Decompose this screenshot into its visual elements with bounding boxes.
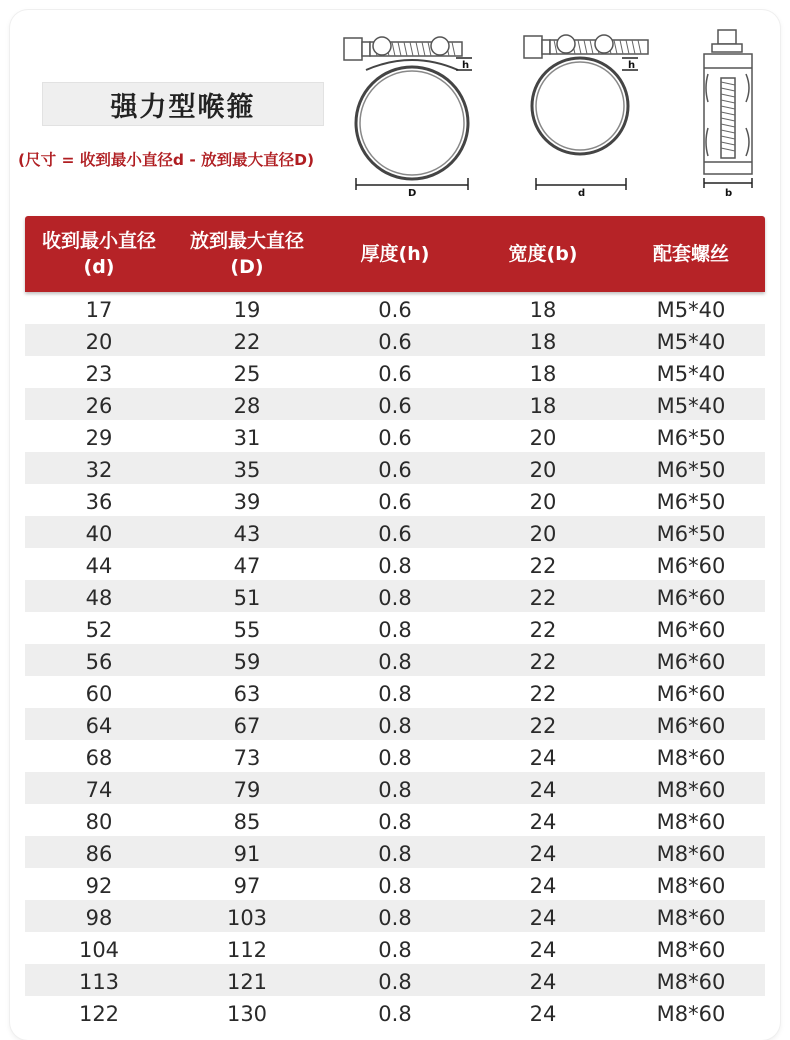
cell-width: 24 [529, 905, 557, 930]
header-thickness: 厚度(h) [360, 243, 430, 265]
cell-screw: M6*60 [656, 617, 726, 642]
cell-width: 22 [529, 585, 557, 610]
cell-max-diameter: 85 [233, 809, 261, 834]
cell-width: 24 [529, 1001, 557, 1026]
cell-min-diameter: 36 [85, 489, 113, 514]
cell-thickness: 0.8 [378, 809, 412, 834]
cell-screw: M5*40 [656, 393, 726, 418]
cell-width: 24 [529, 745, 557, 770]
header-screw: 配套螺丝 [652, 243, 729, 265]
table-row [25, 804, 765, 836]
table-row [25, 580, 765, 612]
table-row [25, 516, 765, 548]
cell-min-diameter: 40 [85, 521, 113, 546]
table-row [25, 772, 765, 804]
cell-width: 22 [529, 617, 557, 642]
cell-screw: M6*50 [656, 457, 726, 482]
table-row [25, 996, 765, 1028]
cell-max-diameter: 55 [233, 617, 261, 642]
cell-max-diameter: 121 [226, 969, 268, 994]
cell-min-diameter: 17 [85, 297, 113, 322]
table-body [25, 292, 765, 1028]
cell-width: 22 [529, 713, 557, 738]
spec-table [25, 216, 765, 1028]
cell-screw: M6*60 [656, 553, 726, 578]
cell-screw: M6*50 [656, 489, 726, 514]
cell-width: 22 [529, 649, 557, 674]
cell-width: 24 [529, 873, 557, 898]
cell-width: 24 [529, 969, 557, 994]
cell-thickness: 0.8 [378, 585, 412, 610]
cell-min-diameter: 48 [85, 585, 113, 610]
table-row [25, 932, 765, 964]
cell-width: 18 [529, 329, 557, 354]
table-row [25, 324, 765, 356]
table-row [25, 740, 765, 772]
cell-width: 20 [529, 489, 557, 514]
cell-screw: M6*60 [656, 681, 726, 706]
header-min-diameter: 收到最小直径 (d) [41, 230, 156, 278]
header-max-diameter: 放到最大直径 (D) [189, 230, 304, 278]
cell-min-diameter: 60 [85, 681, 113, 706]
cell-max-diameter: 67 [233, 713, 261, 738]
clamp-diagram-min [514, 28, 654, 200]
dim-b-label: b [725, 188, 733, 199]
cell-width: 22 [529, 553, 557, 578]
cell-max-diameter: 22 [233, 329, 261, 354]
cell-max-diameter: 79 [233, 777, 261, 802]
cell-width: 24 [529, 777, 557, 802]
cell-width: 20 [529, 457, 557, 482]
cell-max-diameter: 28 [233, 393, 261, 418]
cell-thickness: 0.8 [378, 1001, 412, 1026]
cell-min-diameter: 32 [85, 457, 113, 482]
cell-max-diameter: 39 [233, 489, 261, 514]
cell-width: 22 [529, 681, 557, 706]
cell-thickness: 0.8 [378, 873, 412, 898]
table-row [25, 388, 765, 420]
cell-max-diameter: 51 [233, 585, 261, 610]
cell-screw: M6*50 [656, 425, 726, 450]
dim-h-label: h [462, 60, 470, 71]
cell-screw: M5*40 [656, 329, 726, 354]
cell-max-diameter: 112 [226, 937, 268, 962]
table-row [25, 292, 765, 324]
cell-min-diameter: 80 [85, 809, 113, 834]
cell-thickness: 0.8 [378, 617, 412, 642]
table-row [25, 708, 765, 740]
clamp-diagram-side [700, 28, 764, 200]
cell-thickness: 0.6 [378, 329, 412, 354]
cell-thickness: 0.6 [378, 521, 412, 546]
dim-h2-label: h [628, 60, 636, 71]
cell-min-diameter: 52 [85, 617, 113, 642]
size-note: (尺寸 = 收到最小直径d - 放到最大直径D) [18, 151, 315, 169]
cell-min-diameter: 86 [85, 841, 113, 866]
cell-thickness: 0.8 [378, 553, 412, 578]
cell-screw: M6*50 [656, 521, 726, 546]
cell-max-diameter: 25 [233, 361, 261, 386]
clamp-diagram-max [340, 28, 480, 200]
cell-thickness: 0.8 [378, 937, 412, 962]
cell-max-diameter: 63 [233, 681, 261, 706]
cell-min-diameter: 113 [78, 969, 120, 994]
cell-screw: M8*60 [656, 745, 726, 770]
cell-screw: M8*60 [656, 969, 726, 994]
cell-max-diameter: 19 [233, 297, 261, 322]
table-row [25, 836, 765, 868]
table-row [25, 868, 765, 900]
cell-thickness: 0.8 [378, 681, 412, 706]
cell-thickness: 0.8 [378, 745, 412, 770]
cell-screw: M8*60 [656, 809, 726, 834]
cell-screw: M8*60 [656, 1001, 726, 1026]
cell-screw: M8*60 [656, 873, 726, 898]
cell-min-diameter: 98 [85, 905, 113, 930]
cell-min-diameter: 23 [85, 361, 113, 386]
cell-screw: M6*60 [656, 713, 726, 738]
cell-thickness: 0.8 [378, 713, 412, 738]
cell-max-diameter: 43 [233, 521, 261, 546]
cell-min-diameter: 122 [78, 1001, 120, 1026]
cell-min-diameter: 68 [85, 745, 113, 770]
cell-thickness: 0.8 [378, 969, 412, 994]
cell-width: 18 [529, 361, 557, 386]
cell-thickness: 0.6 [378, 425, 412, 450]
cell-max-diameter: 31 [233, 425, 261, 450]
cell-screw: M8*60 [656, 905, 726, 930]
table-row [25, 900, 765, 932]
cell-min-diameter: 56 [85, 649, 113, 674]
cell-screw: M8*60 [656, 841, 726, 866]
cell-width: 20 [529, 425, 557, 450]
table-row [25, 356, 765, 388]
table-row [25, 548, 765, 580]
table-header [25, 216, 765, 292]
header-width: 宽度(b) [508, 243, 578, 265]
cell-thickness: 0.6 [378, 393, 412, 418]
cell-min-diameter: 29 [85, 425, 113, 450]
cell-min-diameter: 74 [85, 777, 113, 802]
cell-thickness: 0.6 [378, 489, 412, 514]
table-row [25, 612, 765, 644]
cell-max-diameter: 130 [226, 1001, 268, 1026]
cell-thickness: 0.8 [378, 777, 412, 802]
cell-thickness: 0.8 [378, 905, 412, 930]
cell-screw: M5*40 [656, 361, 726, 386]
cell-screw: M8*60 [656, 937, 726, 962]
cell-width: 20 [529, 521, 557, 546]
cell-screw: M8*60 [656, 777, 726, 802]
product-title: 强力型喉箍 [42, 82, 324, 126]
cell-screw: M6*60 [656, 585, 726, 610]
dim-d-label: d [578, 188, 586, 199]
table-row [25, 964, 765, 996]
cell-max-diameter: 47 [233, 553, 261, 578]
cell-width: 18 [529, 297, 557, 322]
cell-min-diameter: 26 [85, 393, 113, 418]
cell-min-diameter: 44 [85, 553, 113, 578]
cell-thickness: 0.8 [378, 649, 412, 674]
cell-min-diameter: 64 [85, 713, 113, 738]
cell-thickness: 0.6 [378, 297, 412, 322]
cell-min-diameter: 104 [78, 937, 120, 962]
cell-width: 24 [529, 937, 557, 962]
cell-max-diameter: 103 [226, 905, 268, 930]
cell-min-diameter: 20 [85, 329, 113, 354]
cell-max-diameter: 73 [233, 745, 261, 770]
cell-width: 24 [529, 809, 557, 834]
cell-thickness: 0.6 [378, 361, 412, 386]
dim-D-label: D [408, 188, 417, 199]
cell-max-diameter: 97 [233, 873, 261, 898]
table-row [25, 644, 765, 676]
cell-max-diameter: 59 [233, 649, 261, 674]
cell-screw: M6*60 [656, 649, 726, 674]
cell-min-diameter: 92 [85, 873, 113, 898]
cell-screw: M5*40 [656, 297, 726, 322]
cell-thickness: 0.6 [378, 457, 412, 482]
table-row [25, 484, 765, 516]
table-row [25, 676, 765, 708]
table-row [25, 420, 765, 452]
cell-max-diameter: 35 [233, 457, 261, 482]
table-row [25, 452, 765, 484]
cell-width: 18 [529, 393, 557, 418]
cell-max-diameter: 91 [233, 841, 261, 866]
cell-width: 24 [529, 841, 557, 866]
cell-thickness: 0.8 [378, 841, 412, 866]
